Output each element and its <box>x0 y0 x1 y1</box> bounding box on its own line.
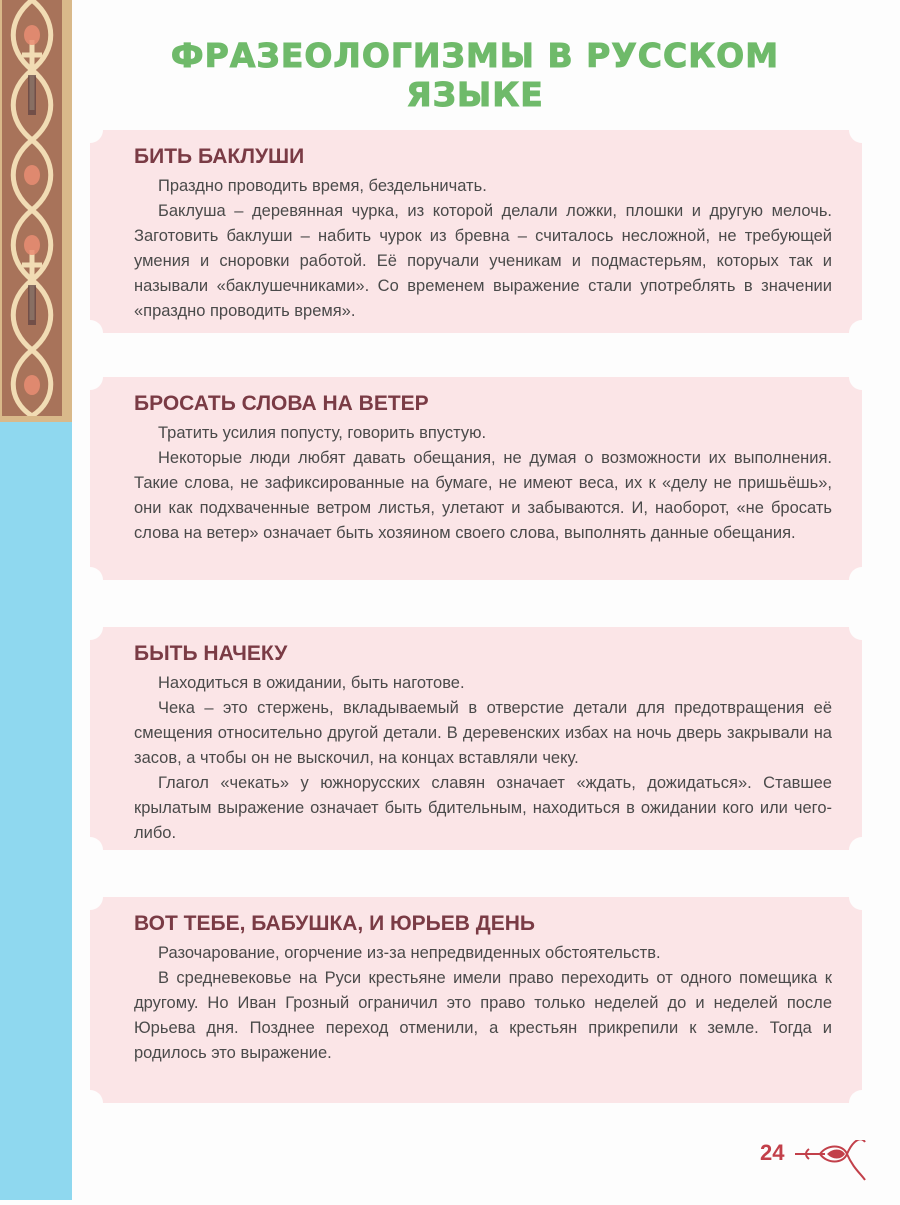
celtic-knot-ornament <box>0 0 72 422</box>
idiom-card-brosat-slova <box>90 377 862 580</box>
idiom-explanation-2: Глагол «чекать» у южнорусских славян означает «ждать, дожидаться». Ставшее крылатым выражение означает быть бдительным, находиться в ожидании кого или чего-либо. <box>134 774 832 842</box>
page-number: 24 <box>760 1140 785 1165</box>
idiom-card-yuryev-den <box>90 897 862 1103</box>
idiom-heading: ВОТ ТЕБЕ, БАБУШКА, И ЮРЬЕВ ДЕНЬ <box>134 912 536 935</box>
idiom-explanation: В средневековье на Руси крестьяне имели право переходить от одного помещика к другому. Но Иван Грозный ограничил это право только неделей до и неделей после Юрьева дня. Позднее переход отменили, а крестьян прикрепили к земле. Тогда и родилось это выражение. <box>134 969 832 1062</box>
idiom-meaning: Находиться в ожидании, быть наготове. <box>158 674 465 692</box>
idiom-explanation: Чека – это стержень, вкладываемый в отверстие детали для предотвращения её смещения относительно другой детали. В деревенских избах на ночь дверь закрывали на засов, а чтобы он не выскочил, на концах вставляли чеку. <box>134 699 832 767</box>
page-title: ФРАЗЕОЛОГИЗМЫ В РУССКОМ ЯЗЫКЕ <box>170 36 780 114</box>
idiom-meaning: Тратить усилия попусту, говорить впустую. <box>158 424 487 442</box>
idiom-explanation: Некоторые люди любят давать обещания, не думая о возможности их выполнения. Такие слова, не зафиксированные на бумаге, не имеют веса, их к «делу не пришьёшь», они как подхваченные ветром листья, улетают и забываются. И, наоборот, «не бросать слова на ветер» означает быть хозяином своего слова, выполнять данные обещания. <box>134 449 832 542</box>
idiom-heading: БИТЬ БАКЛУШИ <box>134 145 305 168</box>
idiom-meaning: Разочарование, огорчение из-за непредвиденных обстоятельств. <box>158 944 661 962</box>
idiom-card-byt-nacheku <box>90 627 862 850</box>
knot-ornament-icon <box>2 0 62 416</box>
idiom-heading: БЫТЬ НАЧЕКУ <box>134 642 288 665</box>
idiom-heading: БРОСАТЬ СЛОВА НА ВЕТЕР <box>134 392 429 415</box>
idiom-card-bit-baklushi <box>90 130 862 333</box>
idiom-explanation: Баклуша – деревянная чурка, из которой делали ложки, плошки и другую мелочь. Заготовить баклуши – набить чурок из бревна – считалось несложной, не требующей умения и сноровки работой. Её поручали ученикам и подмастерьям, которых так и называли «баклушечниками». Со временем выражение стали употреблять в значении «праздно проводить время». <box>134 202 832 320</box>
page-flourish-icon <box>795 1140 870 1205</box>
idiom-meaning: Праздно проводить время, бездельничать. <box>158 177 487 195</box>
